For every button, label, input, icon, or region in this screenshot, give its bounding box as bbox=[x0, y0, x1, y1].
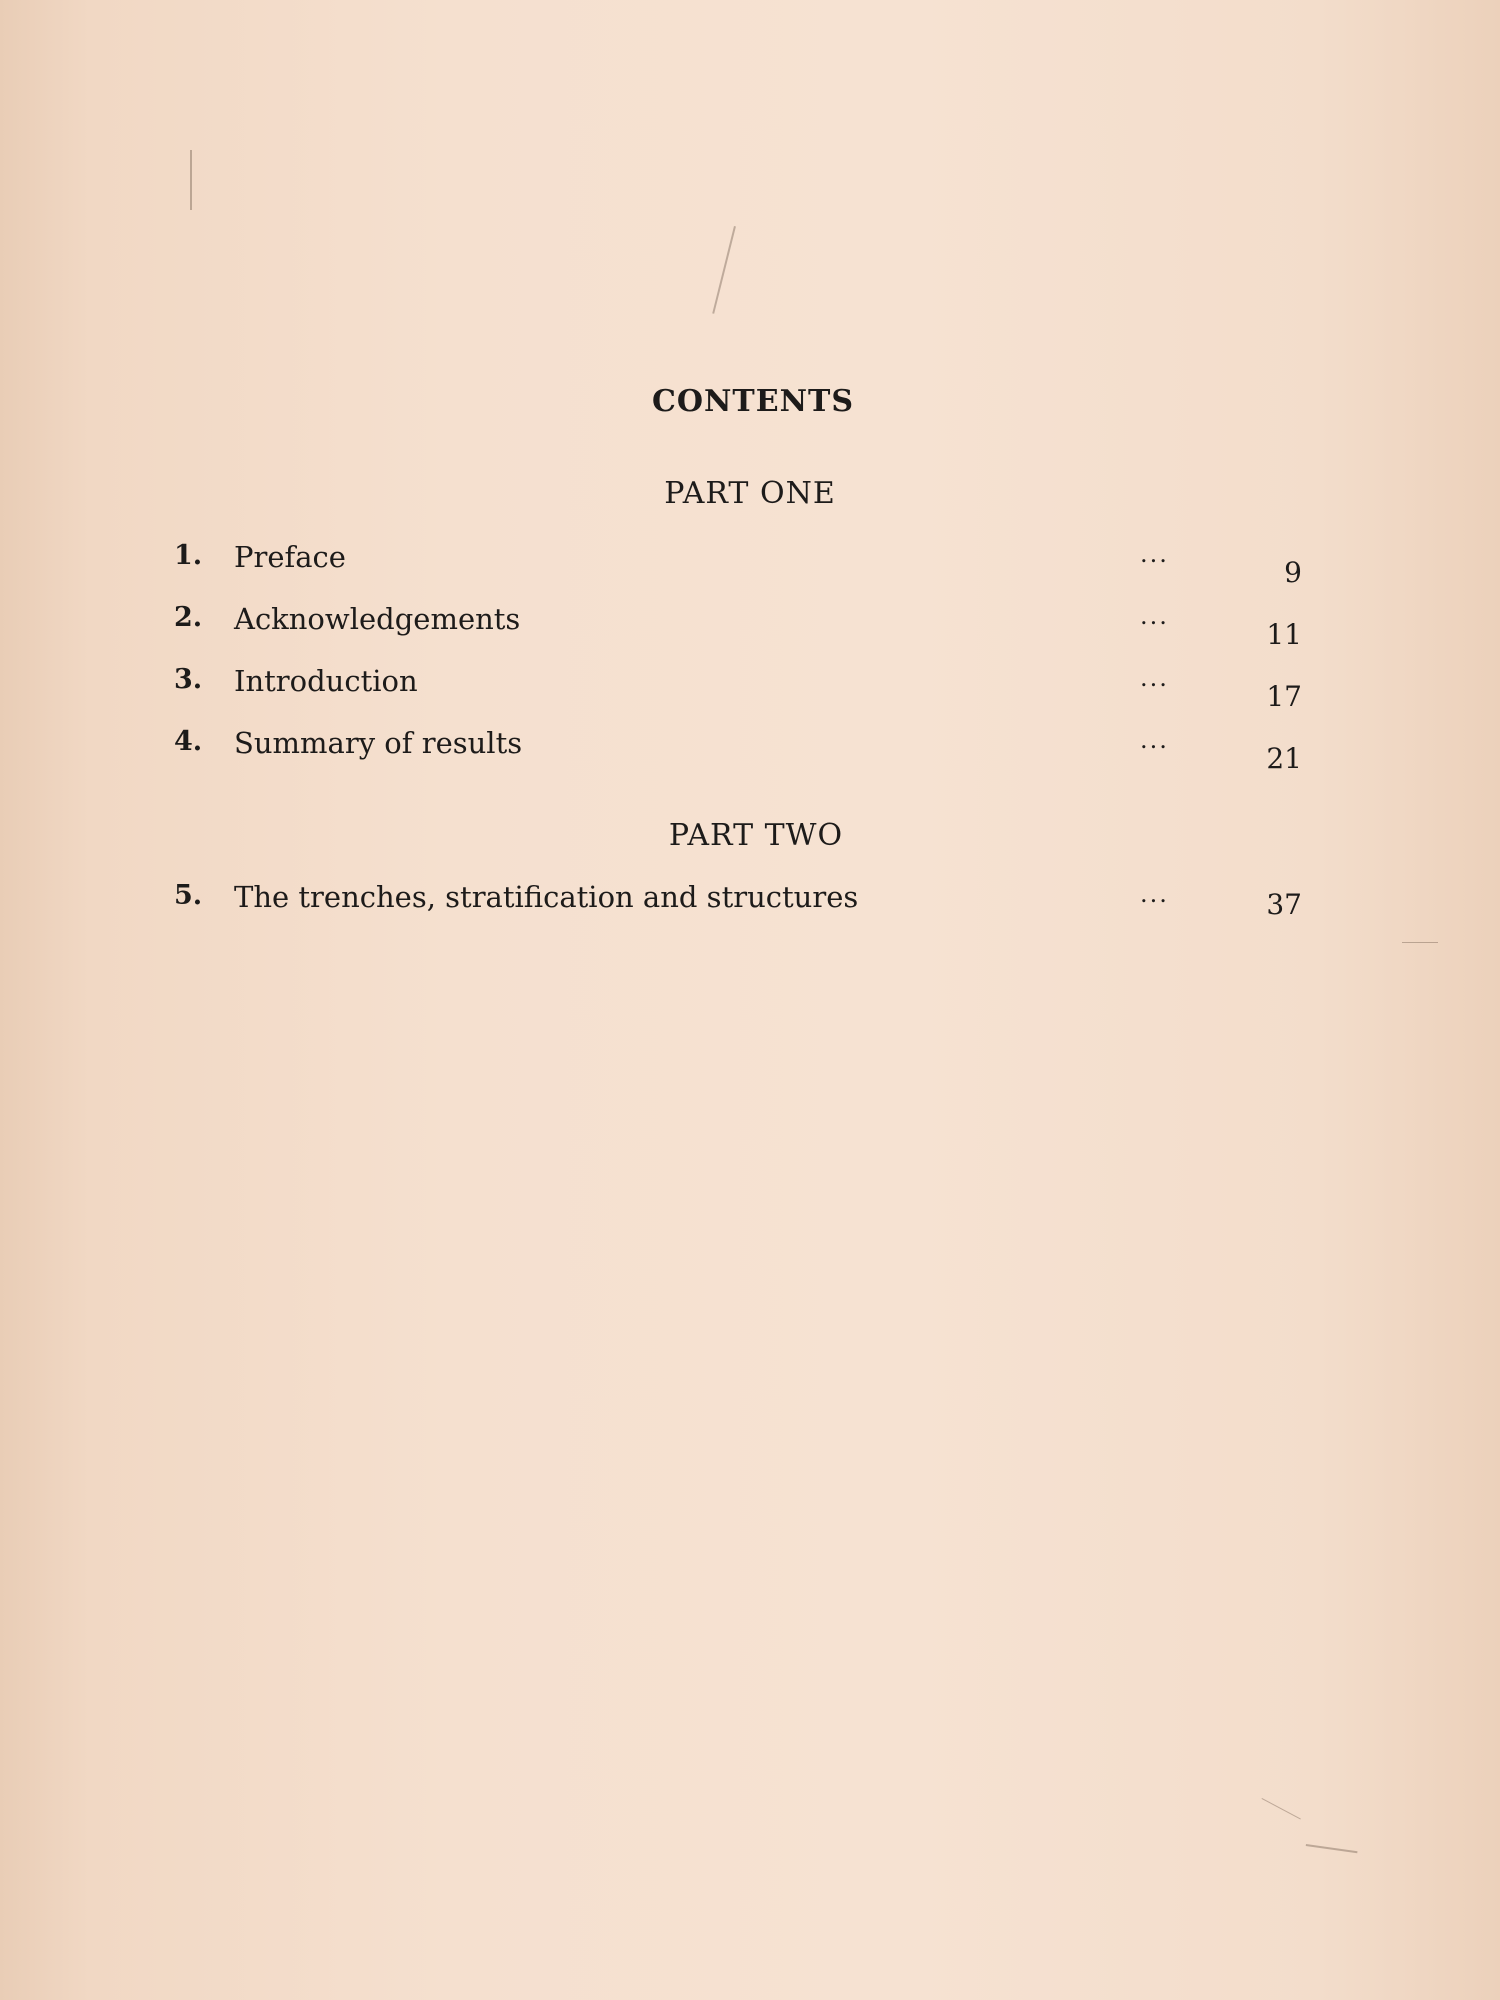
dot-leader: ... bbox=[1140, 726, 1169, 754]
entry-title: The trenches, stratification and structures bbox=[234, 880, 859, 914]
paper-scratch bbox=[1306, 1844, 1358, 1853]
toc-entry bbox=[0, 664, 1500, 724]
entry-page-number: 9 bbox=[1284, 556, 1302, 589]
entry-number: 3. bbox=[174, 664, 203, 695]
entry-number: 4. bbox=[174, 726, 203, 757]
paper-scratch bbox=[1402, 942, 1438, 943]
entry-title: Introduction bbox=[234, 664, 418, 698]
paper-scratch bbox=[1262, 1798, 1301, 1820]
toc-entry bbox=[0, 726, 1500, 786]
paper-scratch bbox=[712, 226, 736, 314]
toc-entry bbox=[0, 880, 1500, 940]
toc-entry bbox=[0, 602, 1500, 662]
entry-page-number: 17 bbox=[1266, 680, 1302, 713]
paper-scratch bbox=[190, 150, 192, 210]
toc-entry bbox=[0, 540, 1500, 600]
entry-number: 5. bbox=[174, 880, 203, 911]
entry-page-number: 21 bbox=[1266, 742, 1302, 775]
part-one-heading: PART ONE bbox=[664, 476, 836, 511]
entry-title: Preface bbox=[234, 540, 346, 574]
entry-title: Acknowledgements bbox=[234, 602, 521, 636]
dot-leader: ... bbox=[1140, 664, 1169, 692]
entry-page-number: 11 bbox=[1266, 618, 1302, 651]
dot-leader: ... bbox=[1140, 602, 1169, 630]
dot-leader: ... bbox=[1140, 540, 1169, 568]
contents-title: CONTENTS bbox=[651, 384, 855, 419]
entry-number: 1. bbox=[174, 540, 203, 571]
entry-number: 2. bbox=[174, 602, 203, 633]
dot-leader: ... bbox=[1140, 880, 1169, 908]
entry-title: Summary of results bbox=[234, 726, 523, 760]
part-two-heading: PART TWO bbox=[668, 818, 844, 853]
entry-page-number: 37 bbox=[1266, 888, 1302, 921]
